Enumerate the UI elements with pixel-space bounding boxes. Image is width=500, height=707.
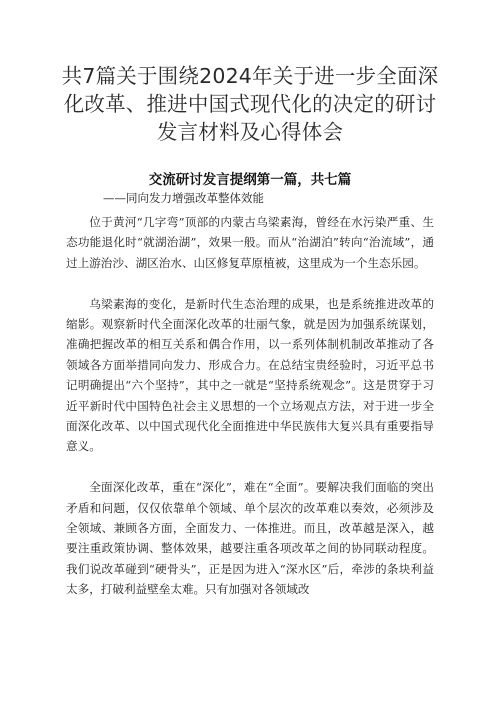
section-heading: 交流研讨发言提纲第一篇，共七篇 — [148, 172, 352, 188]
section-subtitle: ——同向发力增强改革整体效能 — [103, 191, 264, 205]
body-paragraph: 全面深化改革，重在“深化”，难在“全面”。要解决我们面临的突出矛盾和问题，仅仅依靠单个领域、单个层次的改革难以奏效，必须涉及全领域、兼顾各方面，全面发力、一体推进。而且，改革越是深入，越要注重政策协调、整体效果，越要注重各项改革之间的协同联动程度。我们说改革碰到“硬骨头”，正是因为进入“深水区”后，牵涉的条块利益太多，打破利益壁垒太难。只有加强对各领域改 — [66, 480, 434, 597]
body-paragraph: 乌梁素海的变化，是新时代生态治理的成果，也是系统推进改革的缩影。观察新时代全面深化改革的壮丽气象，就是因为加强系统谋划，准确把握改革的相互关系和偶合作用，以一系列体制机制改革推动了各领域各方面举措同向发力、形成合力。在总结宝贵经验时，习近平总书记明确提出“六个坚持”，其中之一就是“坚持系统观念”。这是贯穿于习近平新时代中国特色社会主义思想的一个立场观点方法，对于进一步全面深化改革、以中国式现代化全面推进中华民族伟大复兴具有重要指导意义。 — [66, 296, 434, 454]
document-body — [66, 212, 434, 600]
document-title: 共7篇关于围绕2024年关于进一步全面深化改革、推进中国式现代化的决定的研讨发言材料及心得体会 — [61, 64, 439, 144]
body-paragraph: 位于黄河“几字弯”顶部的内蒙古乌梁素海，曾经在水污染严重、生态功能退化时“就湖治湖”，效果一般。而从“治湖泊”转向“治流域”，通过上游治沙、湖区治水、山区修复草原植被，这里成为一个生态乐园。 — [66, 215, 434, 270]
